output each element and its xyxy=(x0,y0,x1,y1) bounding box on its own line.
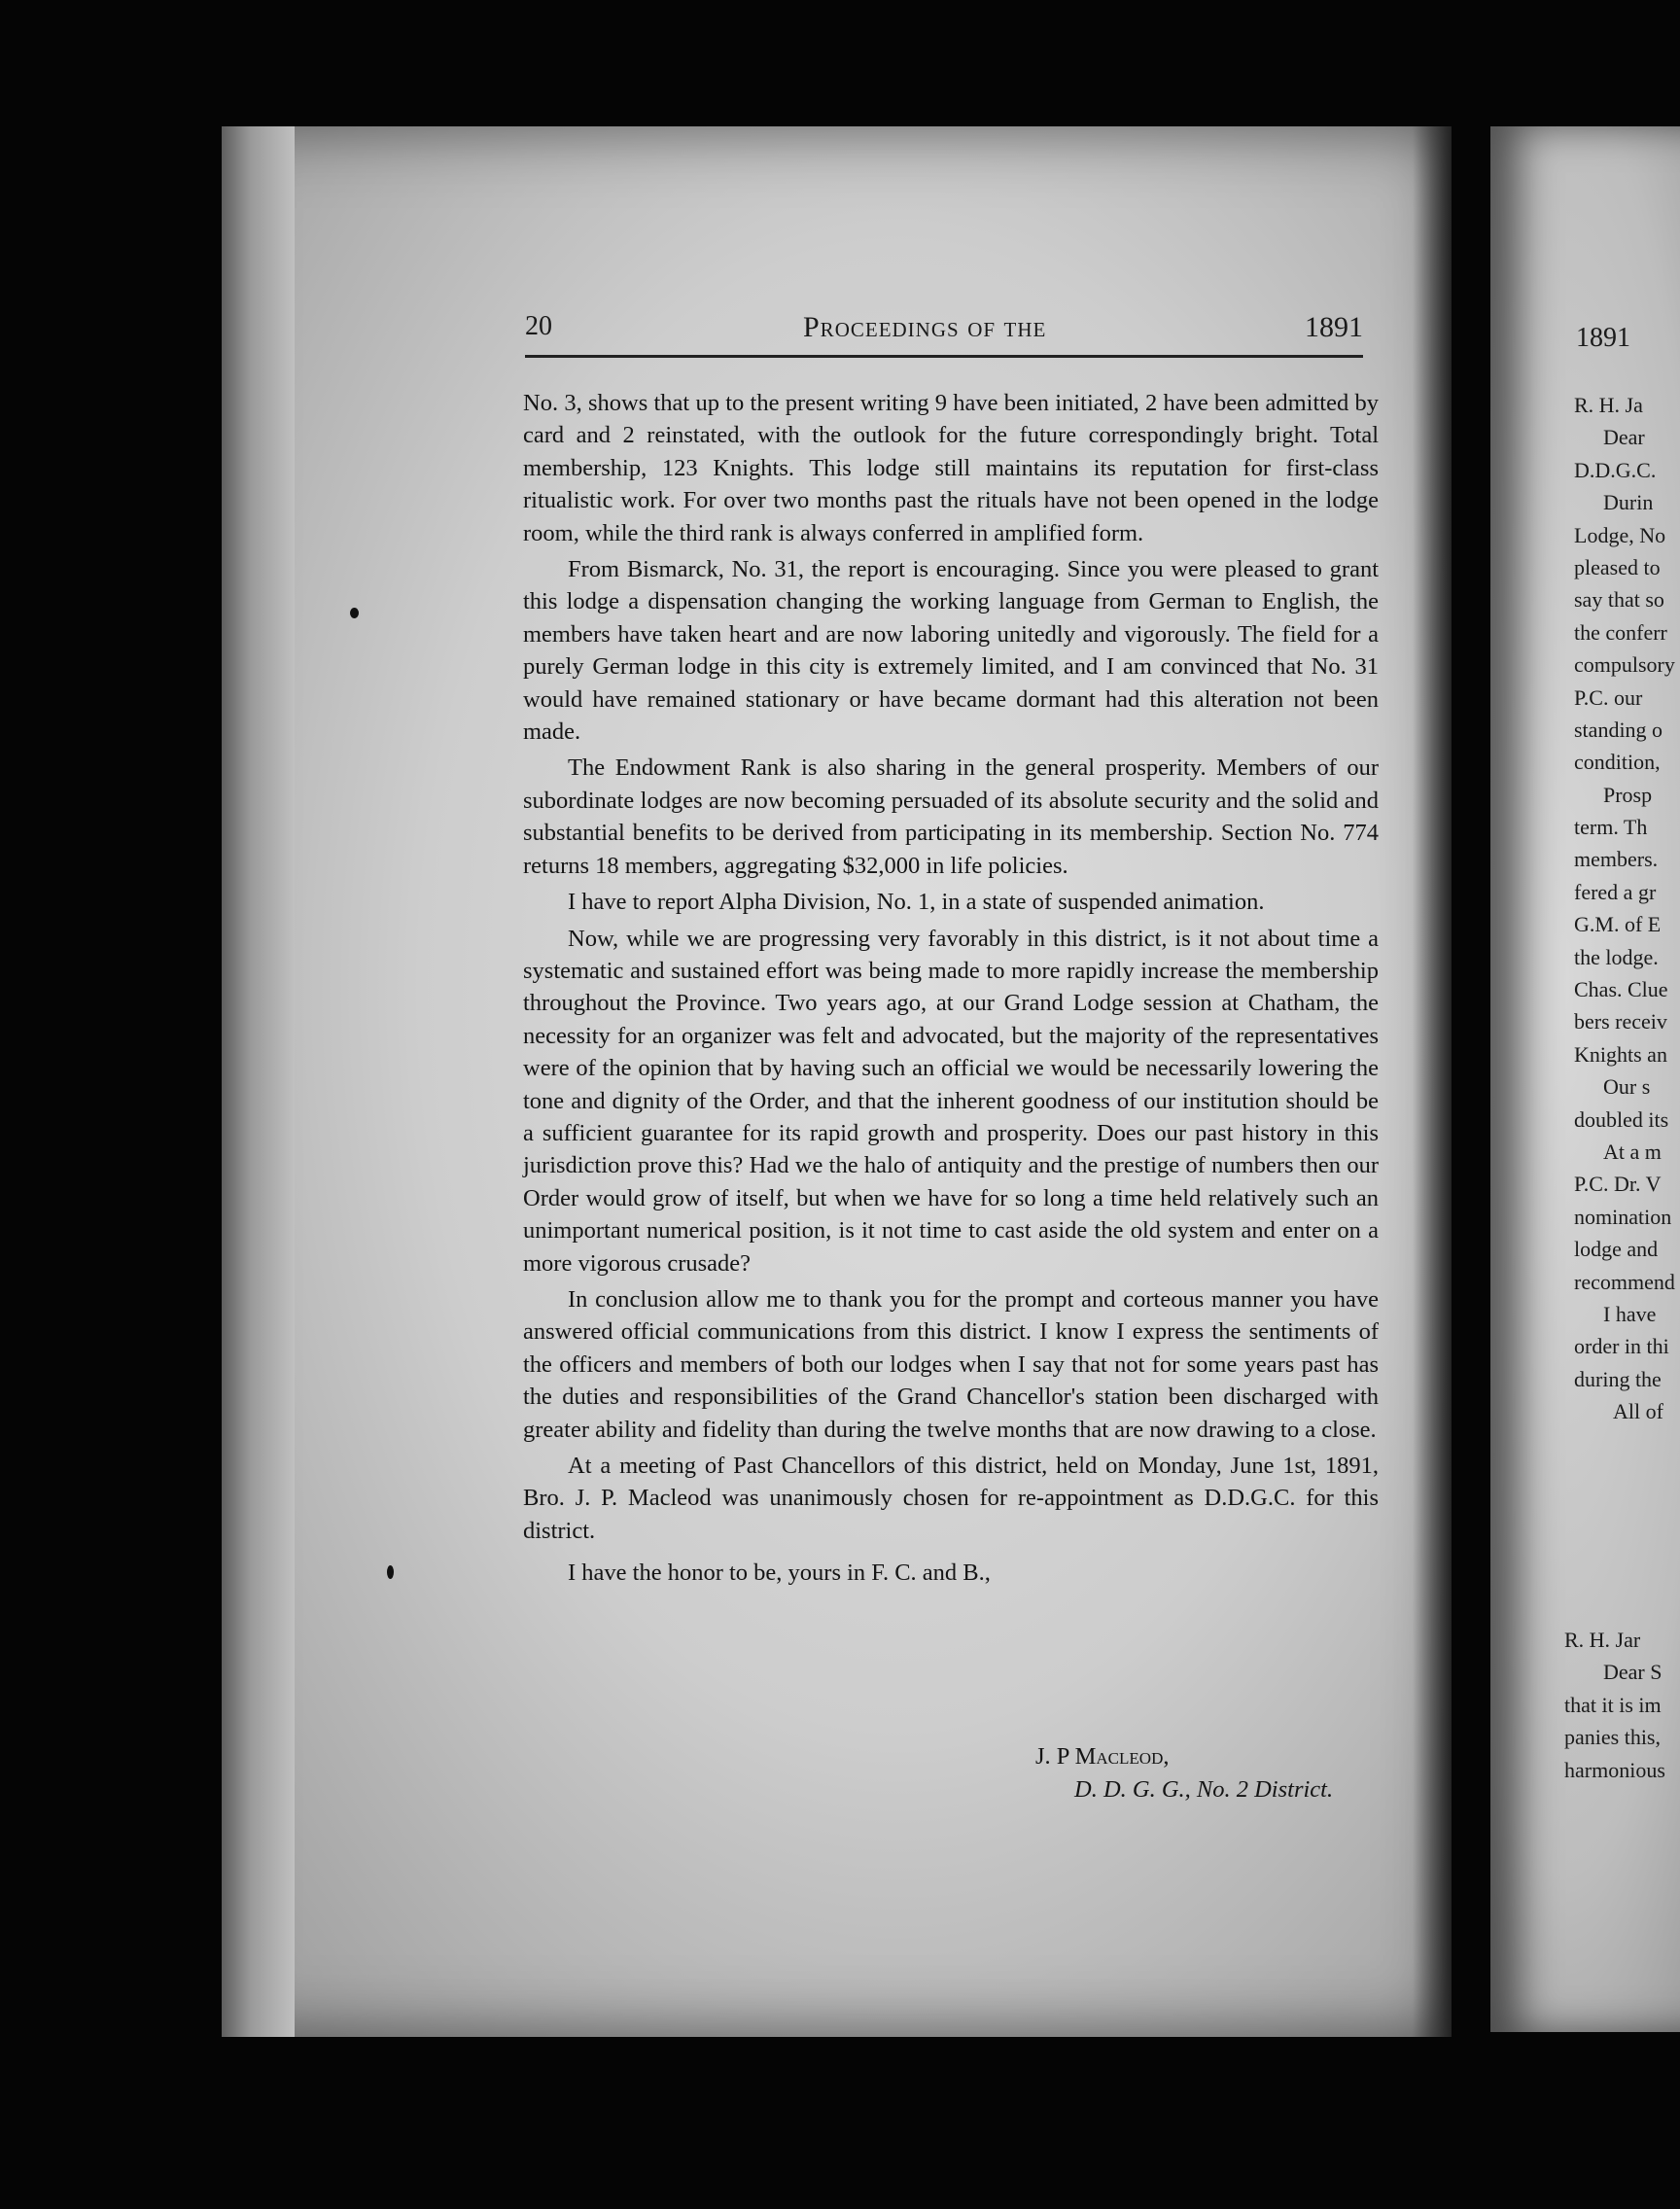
facing-line: recommend xyxy=(1574,1269,1675,1294)
facing-line: say that so xyxy=(1574,587,1664,613)
paragraph: The Endowment Rank is also sharing in the general prosperity. Members of our subordinate lodges are now becoming persuaded of its absolute security and the solid and substantial benefits to be derived from participating in its membership. Section No. 774 returns 18 members, aggregating $32,000 in life policies. xyxy=(523,754,1379,879)
facing-line: R. H. Jar xyxy=(1564,1628,1641,1652)
paragraph: I have to report Alpha Division, No. 1, in a state of suspended animation. xyxy=(568,889,1265,916)
facing-page-text-bottom xyxy=(1564,1624,1680,1786)
closing-line: I have the honor to be, yours in F. C. and B., xyxy=(568,1560,991,1587)
running-header xyxy=(525,311,1363,354)
facing-line: P.C. our xyxy=(1574,684,1643,710)
facing-line: panies this, xyxy=(1564,1725,1661,1750)
signatory-name: J. P Macleod, xyxy=(1035,1743,1170,1770)
facing-line: Lodge, No xyxy=(1574,522,1666,547)
facing-page-year: 1891 xyxy=(1576,323,1630,353)
facing-line: R. H. Ja xyxy=(1574,393,1643,417)
facing-line: fered a gr xyxy=(1574,879,1657,904)
facing-line: Dear S xyxy=(1603,1660,1662,1685)
page-edge-shadow xyxy=(222,126,295,2037)
facing-line: Chas. Clue xyxy=(1574,977,1668,1002)
page-body xyxy=(523,387,1379,1594)
paragraph: Now, while we are progressing very favorably in this district, is it not about time a systematic and sustained effort was being made to more rapidly increase the membership throughout the Province. Two years ago, at our Grand Lodge session at Chatham, the necessity for an organizer was felt and advocated, but the majority of the representatives were of the opinion that by having such an official we would be necessarily lowering the tone and dignity of the Order, and that the inherent goodness of our institution should be a sufficient guarantee for its rapid growth and prosperity. Does our past history in this jurisdiction prove this? Had we the halo of antiquity and the prestige of numbers then our Order would grow of itself, but when we have for so long a time held relatively such an unimportant numerical position, is it not time to cast aside the old system and enter on a more vigorous crusade? xyxy=(523,925,1379,1277)
facing-line: during the xyxy=(1574,1366,1662,1391)
facing-page xyxy=(1490,126,1680,2032)
facing-line: Durin xyxy=(1603,490,1654,515)
facing-line: that it is im xyxy=(1564,1692,1662,1717)
facing-line: pleased to xyxy=(1574,554,1661,579)
running-title: Proceedings of the xyxy=(803,311,1047,343)
facing-line: lodge and xyxy=(1574,1237,1659,1262)
facing-line: harmonious xyxy=(1564,1757,1665,1782)
facing-line: At a m xyxy=(1603,1139,1662,1164)
facing-line: doubled its xyxy=(1574,1106,1669,1132)
facing-line: nomination xyxy=(1574,1204,1672,1229)
header-rule xyxy=(525,355,1363,358)
paragraph: At a meeting of Past Chancellors of this district, held on Monday, June 1st, 1891, Bro. J. P. Macleod was unanimously chosen for re-appointment as D.D.G.C. for this district. xyxy=(523,1453,1379,1544)
page-number: 20 xyxy=(525,311,552,341)
facing-line: All of xyxy=(1613,1399,1663,1424)
facing-line: bers receiv xyxy=(1574,1009,1667,1034)
facing-line: compulsory xyxy=(1574,652,1675,678)
facing-line: I have xyxy=(1603,1301,1657,1326)
facing-line: D.D.G.C. xyxy=(1574,457,1657,482)
facing-line: the lodge. xyxy=(1574,944,1659,969)
ink-speck xyxy=(387,1565,394,1579)
facing-line: P.C. Dr. V xyxy=(1574,1172,1662,1197)
facing-line: order in thi xyxy=(1574,1334,1669,1359)
facing-line: Prosp xyxy=(1603,782,1653,807)
facing-line: Our s xyxy=(1603,1074,1651,1100)
paragraph: In conclusion allow me to thank you for the prompt and corteous manner you have answered official communications from this district. I know I express the sentiments of the officers and members of both our lodges when I say that not for some years past has the duties and responsibilities of the Grand Chancellor's station been discharged with greater ability and fidelity than during the twelve months that are now drawing to a close. xyxy=(523,1285,1379,1443)
facing-line: G.M. of E xyxy=(1574,912,1662,937)
facing-line: members. xyxy=(1574,847,1659,872)
facing-line: Dear xyxy=(1603,425,1645,450)
signatory-role: D. D. G. G., No. 2 District. xyxy=(1074,1776,1334,1803)
facing-line: the conferr xyxy=(1574,619,1667,645)
facing-line: standing o xyxy=(1574,717,1663,742)
ink-speck xyxy=(350,608,359,618)
paragraph: From Bismarck, No. 31, the report is encouraging. Since you were pleased to grant this lodge a dispensation changing the working language from German to English, the members have taken heart and are now laboring unitedly and vigorously. The field for a purely German lodge in this city is extremely limited, and I am convinced that No. 31 would have remained stationary or have became dormant had this alteration not been made. xyxy=(523,556,1379,746)
paragraph: No. 3, shows that up to the present writing 9 have been initiated, 2 have been admitted by card and 2 reinstated, with the outlook for the future correspondingly bright. Total membership, 123 Knights. This lodge still maintains its reputation for first-class ritualistic work. For over two months past the rituals have not been opened in the lodge room, while the third rank is always conferred in amplified form. xyxy=(523,390,1379,546)
signature-block xyxy=(1031,1740,1390,1806)
facing-line: condition, xyxy=(1574,750,1661,775)
facing-line: term. Th xyxy=(1574,815,1648,840)
book-binding-shadow xyxy=(1413,126,1452,2037)
header-year: 1891 xyxy=(1305,311,1363,343)
facing-line: Knights an xyxy=(1574,1041,1667,1067)
facing-page-text-top xyxy=(1574,389,1680,1428)
